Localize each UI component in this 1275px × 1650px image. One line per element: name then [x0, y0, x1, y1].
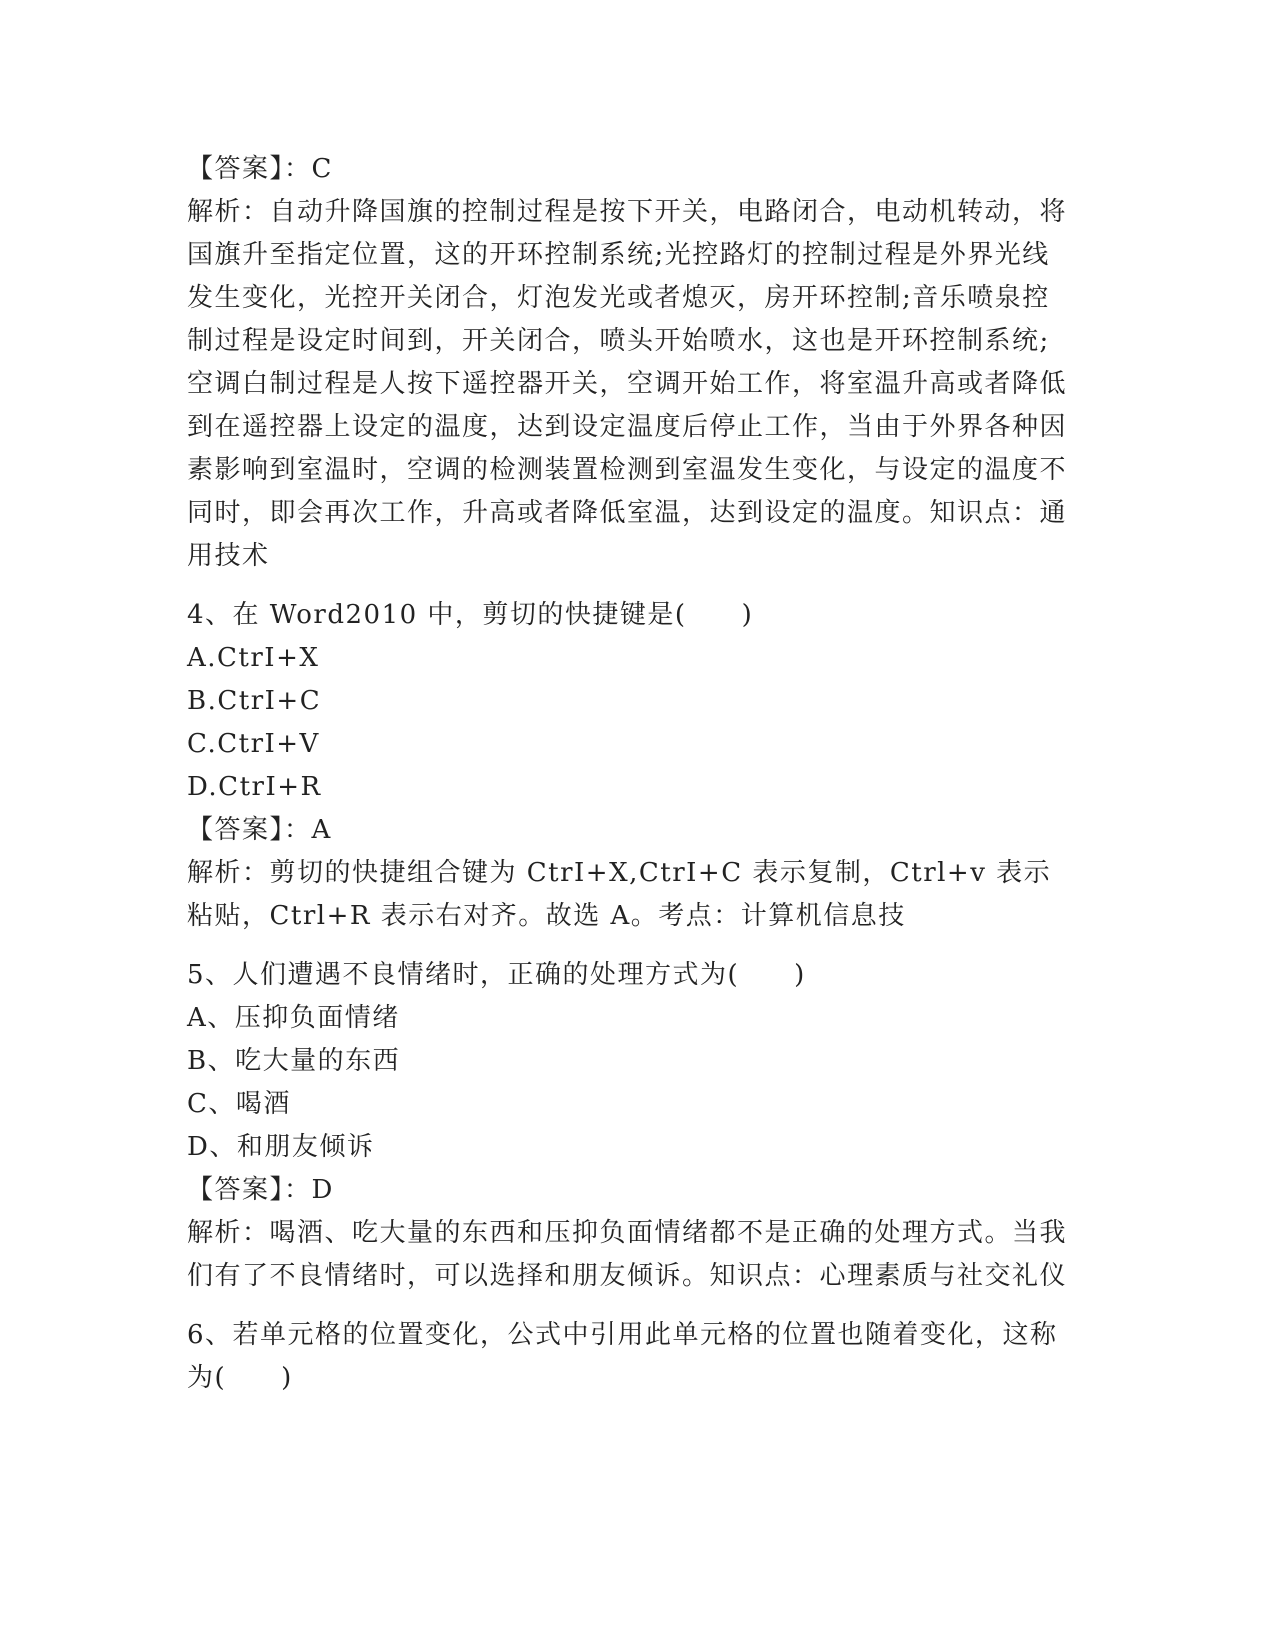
- question-block-5: [187, 954, 1077, 1298]
- answer-block-3: [187, 148, 1077, 578]
- answer-label: 【答案】：D: [187, 1175, 334, 1205]
- question-text: 6、若单元格的位置变化，公式中引用此单元格的位置也随着变化，这称为( ): [187, 1320, 1058, 1393]
- option-b: B.CtrI+C: [187, 686, 322, 716]
- question-text: 5、人们遭遇不良情绪时，正确的处理方式为( ): [187, 960, 806, 990]
- question-block-4: [187, 594, 1077, 938]
- document-content: [187, 148, 1077, 1416]
- answer-label: 【答案】：A: [187, 815, 332, 845]
- option-a: A.CtrI+X: [187, 643, 320, 673]
- option-d: D.CtrI+R: [187, 772, 322, 802]
- answer-label: 【答案】：C: [187, 154, 333, 184]
- question-block-6: [187, 1314, 1077, 1400]
- option-b: B、吃大量的东西: [187, 1046, 401, 1076]
- option-c: C.CtrI+V: [187, 729, 320, 759]
- option-d: D、和朋友倾诉: [187, 1132, 375, 1162]
- question-text: 4、在 Word2010 中，剪切的快捷键是( ): [187, 600, 754, 630]
- option-a: A、压抑负面情绪: [187, 1003, 400, 1033]
- option-c: C、喝酒: [187, 1089, 291, 1119]
- analysis-text: 解析：喝酒、吃大量的东西和压抑负面情绪都不是正确的处理方式。当我们有了不良情绪时，可以选择和朋友倾诉。知识点：心理素质与社交礼仪: [187, 1218, 1068, 1291]
- analysis-text: 解析：剪切的快捷组合键为 CtrI+X,CtrI+C 表示复制，Ctrl+v 表示粘贴，Ctrl+R 表示右对齐。故选 A。考点：计算机信息技: [187, 858, 1052, 931]
- analysis-text: 解析：自动升降国旗的控制过程是按下开关，电路闭合，电动机转动，将国旗升至指定位置，这的开环控制系统;光控路灯的控制过程是外界光线发生变化，光控开关闭合，灯泡发光或者熄灭，房开环控制;音乐喷泉控制过程是设定时间到，开关闭合，喷头开始喷水，这也是开环控制系统;空调白制过程是人按下遥控器开关，空调开始工作，将室温升高或者降低到在遥控器上设定的温度，达到设定温度后停止工作，当由于外界各种因素影响到室温时，空调的检测装置检测到室温发生变化，与设定的温度不同时，即会再次工作，升高或者降低室温，达到设定的温度。知识点：通用技术: [187, 197, 1068, 571]
